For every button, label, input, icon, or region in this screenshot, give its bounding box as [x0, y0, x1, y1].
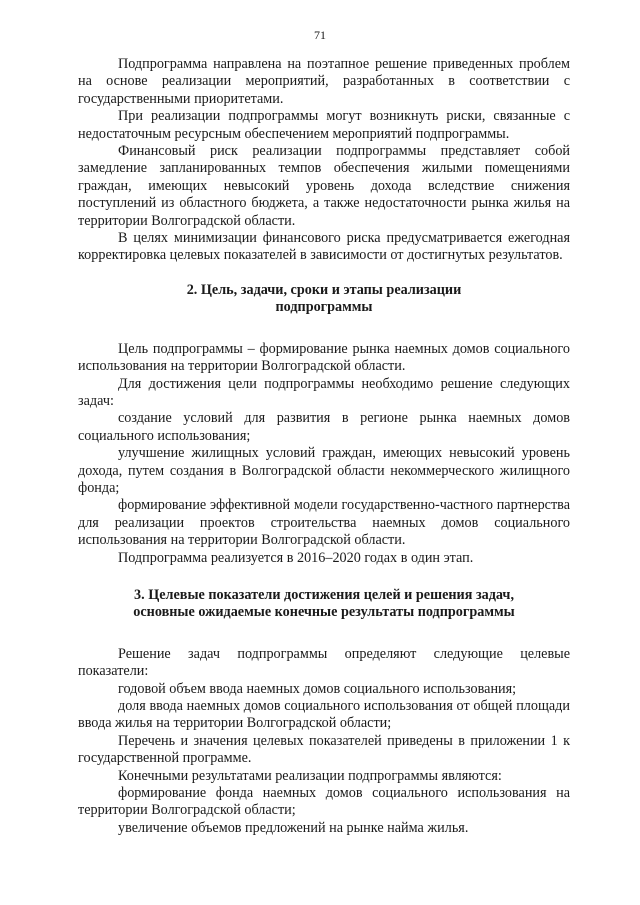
- paragraph-results-intro: Конечными результатами реализации подпрограммы являются:: [118, 767, 502, 784]
- paragraph-financial-risk: Финансовый риск реализации подпрограммы представляет собой замедление запланированных темпов обеспечения жилыми помещениями граждан, имеющих невысокий уровень дохода вследствие снижения поступлений из областного бюджета, а также недостаточности рынка жилья на территории Волгоградской области.: [78, 143, 570, 229]
- section-2-heading-line-2: подпрограммы: [275, 299, 373, 316]
- paragraph-task-conditions: создание условий для развития в регионе рынка наемных домов социального использования;: [78, 410, 570, 444]
- paragraph-tasks-intro: Для достижения цели подпрограммы необходимо решение следующих задач:: [78, 375, 570, 409]
- paragraph-result-offers: увеличение объемов предложений на рынке найма жилья.: [118, 819, 469, 836]
- paragraph-indicator-annual-volume: годовой объем ввода наемных домов социального использования;: [118, 680, 517, 697]
- paragraph-risk-mitigation: В целях минимизации финансового риска предусматривается ежегодная корректировка целевых показателей в зависимости от достигнутых результатов.: [78, 230, 570, 264]
- section-2-heading: [78, 282, 570, 317]
- section-3-heading-line-2: основные ожидаемые конечные результаты подпрограммы: [133, 604, 515, 621]
- page-number: 71: [314, 28, 326, 42]
- paragraph-goal: Цель подпрограммы – формирование рынка наемных домов социального использования на территории Волгоградской области.: [78, 340, 570, 375]
- section-2-heading-line-1: 2. Цель, задачи, сроки и этапы реализации: [186, 281, 462, 298]
- section-3-heading-line-1: 3. Целевые показатели достижения целей и решения задач,: [134, 586, 514, 603]
- paragraph-task-partnership: формирование эффективной модели государственно-частного партнерства для реализации проектов строительства наемных домов социального использования на территории Волгоградской области.: [78, 497, 570, 549]
- paragraph-indicators-appendix: Перечень и значения целевых показателей приведены в приложении 1 к государственной программе.: [78, 732, 570, 767]
- page-content: [78, 56, 570, 837]
- paragraph-indicator-share: доля ввода наемных домов социального использования от общей площади ввода жилья на территории Волгоградской области;: [78, 698, 570, 732]
- paragraph-risks: При реализации подпрограммы могут возникнуть риски, связанные с недостаточным ресурсным обеспечением мероприятий подпрограммы.: [78, 108, 570, 142]
- paragraph-result-fund: формирование фонда наемных домов социального использования на территории Волгоградской области;: [78, 785, 570, 819]
- paragraph-task-housing: улучшение жилищных условий граждан, имеющих невысокий уровень дохода, путем создания в Волгоградской области некоммерческого жилищного фонда;: [78, 445, 570, 496]
- paragraph-indicators-intro: Решение задач подпрограммы определяют следующие целевые показатели:: [78, 645, 570, 680]
- paragraph-subprogram-aim: Подпрограмма направлена на поэтапное решение приведенных проблем на основе реализации мероприятий, разработанных в соответствии с государственными приоритетами.: [78, 56, 570, 107]
- section-3-heading: [78, 587, 570, 622]
- paragraph-implementation-period: Подпрограмма реализуется в 2016–2020 годах в один этап.: [118, 549, 474, 566]
